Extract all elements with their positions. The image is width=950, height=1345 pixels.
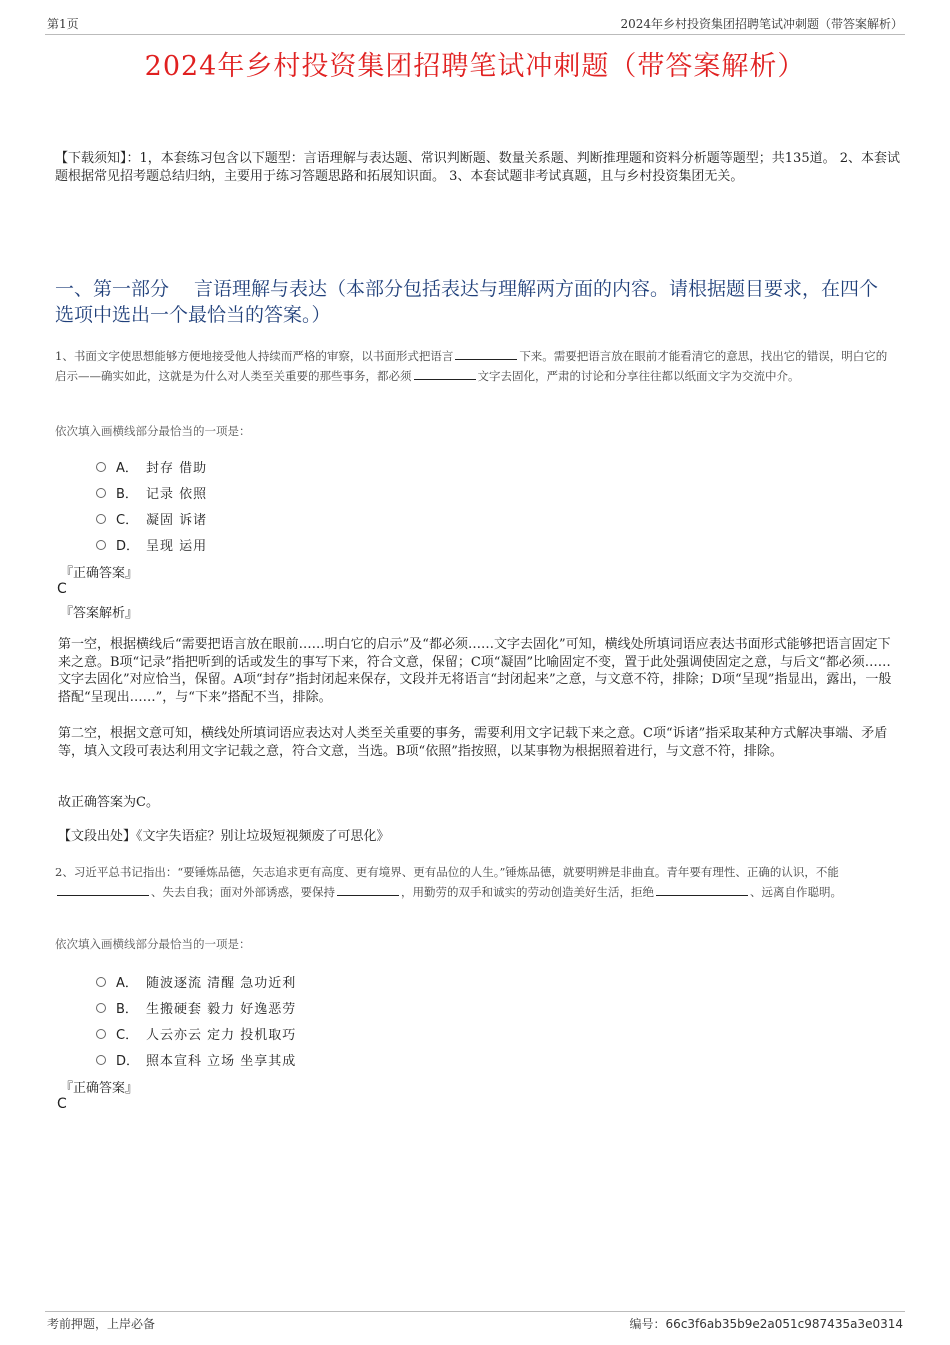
question-1-options <box>96 453 207 557</box>
blank-line <box>414 367 476 380</box>
section-title: 一、第一部分 言语理解与表达（本部分包括表达与理解两方面的内容。请根据题目要求，在四个选项中选出一个最恰当的答案。） <box>55 278 879 326</box>
page-number: 第1页 <box>47 17 79 31</box>
radio-icon[interactable] <box>96 1003 106 1013</box>
analysis-paragraph-1: 第一空，根据横线后“需要把语言放在眼前……明白它的启示”及“都必须……文字去固化”可知，横线处所填词语应表达书面形式能够把语言固定下来之意。B项“记录”指把听到的话或发生的事写下来，符合文意，保留；C项“凝固”比喻固定不变，置于此处强调使固定之意，与后文“都必须……文字去固化”对应恰当，保留。A项“封存”指封闭起来保存，文段并无将语言“封闭起来”之意，与文意不符，排除；D项“呈现”指显出，露出，一般搭配“呈现出……”，与“下来”搭配不当，排除。 <box>58 637 892 705</box>
radio-icon[interactable] <box>96 1029 106 1039</box>
option-text: 生搬硬套 毅力 好逸恶劳 <box>146 1001 297 1017</box>
analysis-paragraph-2: 第二空，根据文意可知，横线处所填词语应表达对人类至关重要的事务，需要利用文字记载下来之意。C项“诉诸”指采取某种方式解决事端、矛盾等，填入文段可表达利用文字记载之意，符合文意，当选。B项“依照”指按照，以某事物为根据照着进行，与文意不符，排除。 <box>58 726 888 759</box>
blank-line <box>656 883 748 896</box>
question-1-instruction: 依次填入画横线部分最恰当的一项是： <box>55 424 251 438</box>
question-2-stem <box>55 862 897 902</box>
download-notice: 【下载须知】：1，本套练习包含以下题型：言语理解与表达题、常识判断题、数量关系题、判断推理题和资料分析题等题型；共135道。 2、本套试题根据常见招考题总结归纳，主要用于练习答题思路和拓展知识面。 3、本套试题非考试真题，且与乡村投资集团无关。 <box>55 151 900 184</box>
question-2-options <box>96 968 296 1072</box>
option-text: 人云亦云 定力 投机取巧 <box>146 1027 297 1043</box>
correct-answer-value: C <box>57 1096 67 1112</box>
blank-line <box>337 883 399 896</box>
option-text: 照本宣科 立场 坐享其成 <box>146 1053 297 1069</box>
option-a[interactable] <box>96 453 207 479</box>
question-2-text-b: 、失去自我；面对外部诱惑，要保持 <box>151 885 335 899</box>
option-text: 随波逐流 清醒 急功近利 <box>146 975 297 991</box>
option-letter: B． <box>116 486 138 502</box>
footer-serial: 编号：66c3f6ab35b9e2a051c987435a3e0314 <box>629 1317 903 1331</box>
footer-slogan: 考前押题，上岸必备 <box>47 1317 156 1331</box>
option-letter: A． <box>116 975 138 991</box>
blank-line <box>455 347 517 360</box>
passage-source: 【文段出处】《文字失语症？别让垃圾短视频废了可思化》 <box>58 829 390 844</box>
option-letter: D． <box>116 538 140 554</box>
radio-icon[interactable] <box>96 462 106 472</box>
radio-icon[interactable] <box>96 540 106 550</box>
option-text: 封存 借助 <box>146 460 208 476</box>
question-2-text-a: 2、习近平总书记指出：“要锤炼品德，矢志追求更有高度、更有境界、更有品位的人生。”锤炼品德，就要明辨是非曲直。青年要有理性、正确的认识，不能 <box>55 865 839 879</box>
option-b[interactable] <box>96 994 296 1020</box>
question-2-instruction: 依次填入画横线部分最恰当的一项是： <box>55 937 251 951</box>
option-a[interactable] <box>96 968 296 994</box>
option-text: 记录 依照 <box>146 486 208 502</box>
option-letter: B． <box>116 1001 138 1017</box>
question-2-text-d: 、远离自作聪明。 <box>750 885 842 899</box>
option-text: 凝固 诉诸 <box>146 512 208 528</box>
option-letter: C． <box>116 1027 139 1043</box>
header-doc-name: 2024年乡村投资集团招聘笔试冲刺题（带答案解析） <box>620 17 903 31</box>
correct-answer-label: 『正确答案』 <box>60 566 139 581</box>
radio-icon[interactable] <box>96 977 106 987</box>
correct-answer-label: 『正确答案』 <box>60 1081 139 1096</box>
question-1-text-a: 1、书面文字使思想能够方便地接受他人持续而严格的审察，以书面形式把语言 <box>55 349 454 363</box>
radio-icon[interactable] <box>96 514 106 524</box>
option-c[interactable] <box>96 1020 296 1046</box>
radio-icon[interactable] <box>96 1055 106 1065</box>
option-d[interactable] <box>96 1046 296 1072</box>
page-header <box>45 14 905 35</box>
question-1-text-b: 下来。需要把语言放在眼前才能看清它的意思，找出它的错误，明白它的启示——确实如此，这就是为什么对人类至关重要的那些事务，都必须 <box>55 349 888 383</box>
option-letter: C． <box>116 512 139 528</box>
correct-answer-value: C <box>57 581 67 597</box>
option-text: 呈现 运用 <box>146 538 208 554</box>
option-d[interactable] <box>96 531 207 557</box>
blank-line <box>57 883 149 896</box>
analysis-label: 『答案解析』 <box>60 606 139 621</box>
question-1-text-c: 文字去固化，严肃的讨论和分享往往都以纸面文字为交流中介。 <box>477 369 800 383</box>
page-footer <box>45 1311 905 1334</box>
option-c[interactable] <box>96 505 207 531</box>
option-letter: D． <box>116 1053 140 1069</box>
option-letter: A． <box>116 460 138 476</box>
option-b[interactable] <box>96 479 207 505</box>
question-1-stem <box>55 346 897 386</box>
analysis-conclusion: 故正确答案为C。 <box>58 795 159 810</box>
radio-icon[interactable] <box>96 488 106 498</box>
question-2-text-c: ，用勤劳的双手和诚实的劳动创造美好生活，拒绝 <box>401 885 654 899</box>
document-title: 2024年乡村投资集团招聘笔试冲刺题（带答案解析） <box>144 51 806 82</box>
